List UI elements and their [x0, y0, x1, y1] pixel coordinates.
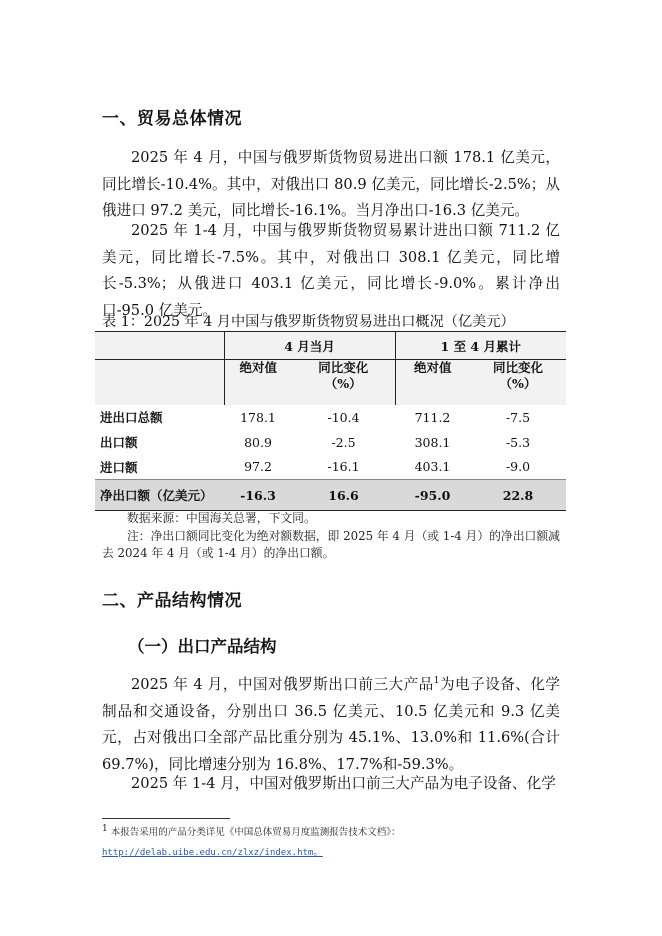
- row-label: 进口额: [100, 459, 138, 475]
- footnote-divider: [102, 818, 230, 819]
- footnote-url[interactable]: http://delab.uibe.edu.cn/zlxz/index.htm: [102, 848, 314, 858]
- footnote-text: [102, 823, 401, 840]
- cell-cumulative-yoy: -9.0: [505, 459, 531, 475]
- col-header-month-yoy: [292, 360, 395, 405]
- paragraph-text-a: 2025 年 4 月，中国对俄罗斯出口前三大产品: [131, 676, 434, 693]
- cell-month-abs: 80.9: [244, 434, 272, 450]
- cell-cumulative-abs: -95.0: [395, 480, 470, 511]
- cell-month-yoy: 16.6: [292, 480, 395, 511]
- cell-cumulative-yoy: 22.8: [470, 480, 566, 511]
- trade-summary-table: [95, 331, 566, 511]
- row-label: 出口额: [100, 435, 138, 450]
- footnote-link[interactable]: [102, 844, 323, 858]
- cell-cumulative-abs: 308.1: [414, 434, 451, 450]
- table-row-export: [95, 430, 566, 455]
- col-header-cumulative-abs: 绝对值: [395, 360, 470, 405]
- col-header-yoy-line1: 同比变化: [492, 360, 543, 375]
- cell-cumulative-abs: 711.2: [414, 409, 451, 425]
- cell-month-yoy: -16.1: [327, 459, 360, 475]
- table-corner-cell: [95, 332, 224, 360]
- section-1-paragraph-1: 2025 年 4 月，中国与俄罗斯货物贸易进出口额 178.1 亿美元，同比增长-10.4%。其中，对俄出口 80.9 亿美元，同比增长-2.5%；从俄进口 97.2 美元，同比增长-16.1%。当月净出口-16.3 亿美元。: [102, 149, 560, 219]
- cell-cumulative-yoy: -5.3: [505, 434, 531, 450]
- table-footnote: 注：净出口额同比变化为绝对额数据，即 2025 年 4 月（或 1-4 月）的净出口额减去 2024 年 4 月（或 1-4 月）的净出口额。: [102, 529, 560, 560]
- group-header-month: 4 月当月: [224, 332, 395, 360]
- table-caption: 表 1：2025 年 4 月中国与俄罗斯货物贸易进出口概况（亿美元）: [102, 314, 515, 330]
- section-1-paragraph-2: 2025 年 1-4 月，中国与俄罗斯货物贸易累计进出口额 711.2 亿美元，同比增长-7.5%。其中，对俄出口 308.1 亿美元，同比增长-5.3%；从俄进口 403.1 亿美元，同比增长-9.0%。累计净出口-95.0 亿美元。: [102, 222, 560, 319]
- table-group-header-row: [95, 332, 566, 360]
- row-label: 进出口总额: [100, 410, 163, 425]
- footnote-body: 本报告采用的产品分类详见《中国总体贸易月度监测报告技术文档》：: [107, 827, 401, 838]
- footnote-link-tail: 。: [313, 847, 323, 858]
- footnote-mark: 1: [102, 823, 108, 834]
- table-row-net-export: [95, 480, 566, 511]
- table-source-note: 数据来源：中国海关总署，下文同。: [127, 511, 316, 525]
- group-header-cumulative: 1 至 4 月累计: [395, 332, 566, 360]
- table-corner-cell: [95, 360, 224, 405]
- cell-month-abs: 97.2: [244, 459, 272, 475]
- section-2-paragraph-1: [102, 672, 560, 778]
- section-2-paragraph-2: 2025 年 1-4 月，中国对俄罗斯出口前三大产品为电子设备、化学: [131, 775, 556, 792]
- cell-month-yoy: -10.4: [327, 409, 360, 425]
- subsection-1-title: （一）出口产品结构: [128, 637, 277, 656]
- table-row-total: [95, 405, 566, 430]
- col-header-yoy-line2: （%）: [499, 376, 537, 391]
- cell-month-yoy: -2.5: [331, 434, 356, 450]
- table-column-header-row: [95, 360, 566, 405]
- section-1-title: 一、贸易总体情况: [102, 109, 242, 129]
- col-header-yoy-line1: 同比变化: [318, 360, 369, 375]
- cell-month-abs: 178.1: [240, 409, 276, 425]
- col-header-month-abs: 绝对值: [224, 360, 292, 405]
- section-2-title: 二、产品结构情况: [102, 591, 242, 611]
- table-row-import: [95, 455, 566, 480]
- cell-cumulative-abs: 403.1: [414, 459, 451, 475]
- cell-month-abs: -16.3: [224, 480, 292, 511]
- cell-cumulative-yoy: -7.5: [505, 409, 531, 425]
- footnote-reference[interactable]: 1: [433, 676, 440, 687]
- col-header-cumulative-yoy: [470, 360, 566, 405]
- row-label: 净出口额（亿美元）: [95, 480, 224, 511]
- paragraph-text-b: 为电子设备、化学制品和交通设备，分别出口 36.5 亿美元、10.5 亿美元和 9.3 亿美元，占对俄出口全部产品比重分别为 45.1%、13.0%和 11.6%(合计 69.7%)，同比增速分别为 16.8%、17.7%和-59.3%。: [102, 676, 560, 773]
- col-header-yoy-line2: （%）: [324, 376, 362, 391]
